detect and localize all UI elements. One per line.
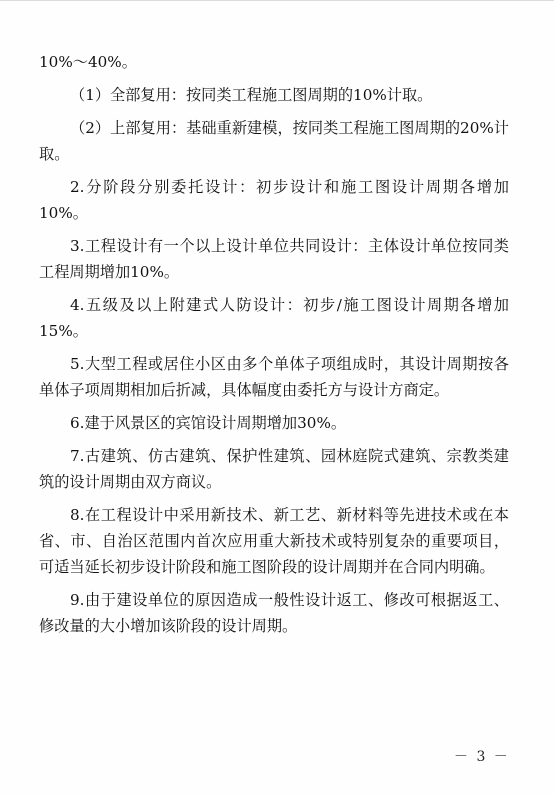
paragraph-full-reuse: （1）全部复用：按同类工程施工图周期的10%计取。 (70, 86, 433, 104)
paragraph-item-4: 4.五级及以上附建式人防设计：初步/施工图设计周期各增加15%。 (39, 296, 509, 340)
paragraph-item-2: 2.分阶段分别委托设计：初步设计和施工图设计周期各增加10%。 (39, 178, 509, 222)
page-number: － 3 － (454, 749, 510, 765)
paragraph-continuation: 10%～40%。 (39, 53, 137, 71)
paragraph-item-8: 8.在工程设计中采用新技术、新工艺、新材料等先进技术或在本省、市、自治区范围内首次应用重大新技术或特别复杂的重要项目，可适当延长初步设计阶段和施工图阶段的设计周期并在合同内明确。 (39, 506, 509, 576)
paragraph-item-9: 9.由于建设单位的原因造成一般性设计返工、修改可根据返工、修改量的大小增加该阶段的设计周期。 (39, 591, 509, 635)
paragraph-item-5: 5.大型工程或居住小区由多个单体子项组成时，其设计周期按各单体子项周期相加后折减，具体幅度由委托方与设计方商定。 (39, 355, 509, 399)
paragraph-item-3: 3.工程设计有一个以上设计单位共同设计：主体设计单位按同类工程周期增加10%。 (39, 237, 509, 281)
paragraph-item-6: 6.建于风景区的宾馆设计周期增加30%。 (70, 414, 347, 432)
paragraph-item-7: 7.古建筑、仿古建筑、保护性建筑、园林庭院式建筑、宗教类建筑的设计周期由双方商议。 (39, 447, 509, 491)
document-body (39, 49, 509, 646)
paragraph-upper-reuse: （2）上部复用：基础重新建模，按同类工程施工图周期的20%计取。 (39, 119, 509, 163)
